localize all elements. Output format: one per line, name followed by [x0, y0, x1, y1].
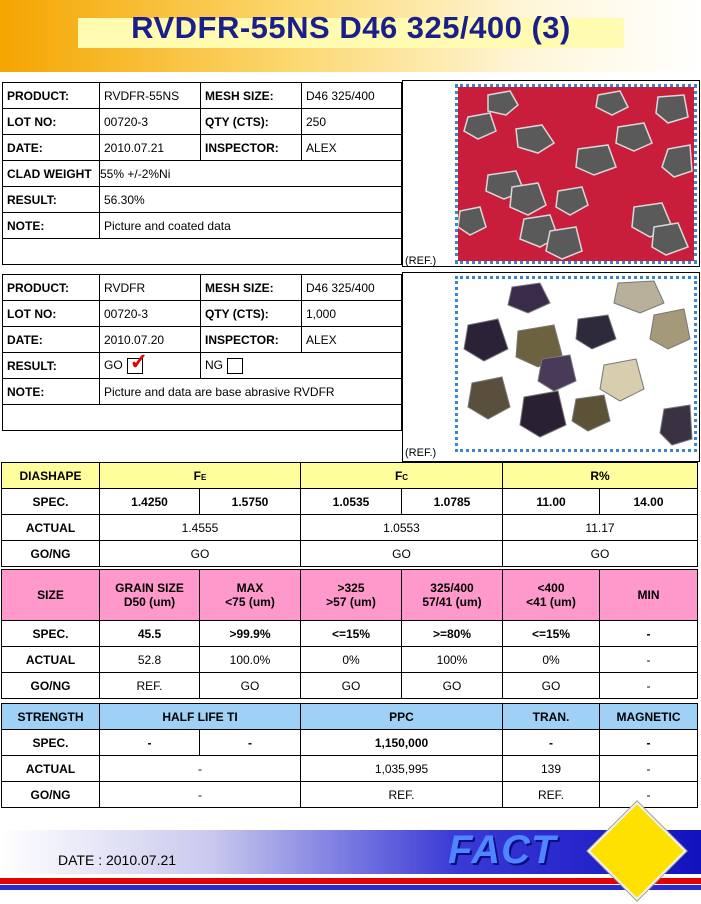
max-header: MAX <75 (um) [200, 570, 301, 621]
magnetic-header: MAGNETIC [600, 704, 698, 730]
tran-actual: 139 [503, 756, 600, 782]
footer-date: DATE : 2010.07.21 [58, 852, 177, 868]
note-value: Picture and coated data [100, 213, 402, 239]
product-label: PRODUCT: [3, 83, 100, 109]
base-ref-label: (REF.) [405, 447, 437, 459]
min-header: MIN [600, 570, 698, 621]
coated-info-table [2, 82, 402, 265]
fc-spec-max: 1.0785 [402, 489, 503, 515]
inspector-label: INSPECTOR: [201, 327, 302, 353]
325-400-header: 325/400 57/41 (um) [402, 570, 503, 621]
qty-label: QTY (CTS): [201, 301, 302, 327]
size-gong: GO [402, 673, 503, 699]
go-label: GO [104, 357, 123, 372]
ppc-actual: 1,035,995 [301, 756, 503, 782]
footer-red-line [0, 878, 701, 884]
r-header: R% [503, 463, 698, 489]
lot-label: LOT NO: [3, 301, 100, 327]
size-gong: GO [200, 673, 301, 699]
size-actual: 52.8 [100, 647, 200, 673]
fe-spec-min: 1.4250 [100, 489, 200, 515]
fc-gong: GO [301, 541, 503, 567]
page-title: RVDFR-55NS D46 325/400 (3) [131, 10, 571, 45]
size-header: SIZE [2, 570, 100, 621]
ng-label: NG [205, 357, 223, 372]
r-spec-min: 11.00 [503, 489, 600, 515]
size-spec: >=80% [402, 621, 503, 647]
fe-actual: 1.4555 [100, 515, 301, 541]
tran-gong: REF. [503, 782, 600, 808]
base-diamond-image [458, 279, 694, 449]
actual-label: ACTUAL [2, 756, 100, 782]
coated-ref-label: (REF.) [405, 255, 437, 267]
coated-diamond-photo [455, 84, 697, 264]
half-life-gong: - [100, 782, 301, 808]
lot-value: 00720-3 [100, 301, 201, 327]
grain-size-header: GRAIN SIZE D50 (um) [100, 570, 200, 621]
product-value: RVDFR [100, 275, 201, 301]
mesh-value: D46 325/400 [302, 83, 402, 109]
result-label: RESULT: [3, 353, 100, 379]
inspector-value: ALEX [302, 135, 402, 161]
date-value: 2010.07.21 [100, 135, 201, 161]
date-value: 2010.07.20 [100, 327, 201, 353]
coated-diamond-image [458, 87, 694, 261]
size-gong: - [600, 673, 698, 699]
gong-label: GO/NG [2, 673, 100, 699]
spec-label: SPEC. [2, 621, 100, 647]
qty-label: QTY (CTS): [201, 109, 302, 135]
clad-label: CLAD WEIGHT [3, 161, 100, 187]
result-value: 56.30% [100, 187, 402, 213]
checkmark-icon: ✓ [129, 348, 149, 374]
lot-value: 00720-3 [100, 109, 201, 135]
date-label: DATE: [3, 327, 100, 353]
size-gong: GO [301, 673, 402, 699]
ppc-header: PPC [301, 704, 503, 730]
note-label: NOTE: [3, 213, 100, 239]
ng-checkbox[interactable] [227, 358, 243, 374]
half-life-header: HALF LIFE TI [100, 704, 301, 730]
fe-spec-max: 1.5750 [200, 489, 301, 515]
inspector-value: ALEX [302, 327, 402, 353]
fe-gong: GO [100, 541, 301, 567]
actual-label: ACTUAL [2, 647, 100, 673]
base-diamond-photo [455, 276, 697, 452]
strength-table [1, 703, 698, 808]
strength-header: STRENGTH [2, 704, 100, 730]
under-400-header: <400 <41 (um) [503, 570, 600, 621]
lot-label: LOT NO: [3, 109, 100, 135]
product-label: PRODUCT: [3, 275, 100, 301]
fc-header: FC [301, 463, 503, 489]
go-checkbox[interactable] [127, 348, 149, 374]
over-325-header: >325 >57 (um) [301, 570, 402, 621]
mesh-label: MESH SIZE: [201, 83, 302, 109]
magnetic-spec: - [600, 730, 698, 756]
half-life-spec-2: - [200, 730, 301, 756]
clad-value: 55% +/-2%Ni [100, 161, 402, 187]
ppc-gong: REF. [301, 782, 503, 808]
actual-label: ACTUAL [2, 515, 100, 541]
footer-blue-line [0, 885, 701, 890]
size-actual: - [600, 647, 698, 673]
result-go [100, 348, 201, 379]
blank-row [3, 405, 402, 431]
r-spec-max: 14.00 [600, 489, 698, 515]
spec-label: SPEC. [2, 489, 100, 515]
qty-value: 250 [302, 109, 402, 135]
qty-value: 1,000 [302, 301, 402, 327]
magnetic-actual: - [600, 756, 698, 782]
size-spec: - [600, 621, 698, 647]
size-gong: REF. [100, 673, 200, 699]
r-actual: 11.17 [503, 515, 698, 541]
fc-spec-min: 1.0535 [301, 489, 402, 515]
ppc-spec: 1,150,000 [301, 730, 503, 756]
gong-label: GO/NG [2, 782, 100, 808]
tran-spec: - [503, 730, 600, 756]
size-actual: 0% [503, 647, 600, 673]
fe-header: FE [100, 463, 301, 489]
size-table [1, 569, 698, 699]
fact-logo: FACT [448, 828, 557, 872]
size-actual: 100.0% [200, 647, 301, 673]
result-ng [201, 353, 402, 379]
size-spec: >99.9% [200, 621, 301, 647]
tran-header: TRAN. [503, 704, 600, 730]
fc-actual: 1.0553 [301, 515, 503, 541]
date-label: DATE: [3, 135, 100, 161]
mesh-value: D46 325/400 [302, 275, 402, 301]
size-spec: <=15% [301, 621, 402, 647]
mesh-label: MESH SIZE: [201, 275, 302, 301]
diashape-table [1, 462, 698, 567]
note-value: Picture and data are base abrasive RVDFR [100, 379, 402, 405]
blank-row [3, 239, 402, 265]
spec-label: SPEC. [2, 730, 100, 756]
half-life-spec-1: - [100, 730, 200, 756]
size-actual: 100% [402, 647, 503, 673]
product-value: RVDFR-55NS [100, 83, 201, 109]
gong-label: GO/NG [2, 541, 100, 567]
size-gong: GO [503, 673, 600, 699]
size-actual: 0% [301, 647, 402, 673]
diashape-header: DIASHAPE [2, 463, 100, 489]
size-spec: <=15% [503, 621, 600, 647]
r-gong: GO [503, 541, 698, 567]
note-label: NOTE: [3, 379, 100, 405]
result-label: RESULT: [3, 187, 100, 213]
half-life-actual: - [100, 756, 301, 782]
size-spec: 45.5 [100, 621, 200, 647]
inspector-label: INSPECTOR: [201, 135, 302, 161]
magnetic-gong: - [600, 782, 698, 808]
base-info-table [2, 274, 402, 431]
